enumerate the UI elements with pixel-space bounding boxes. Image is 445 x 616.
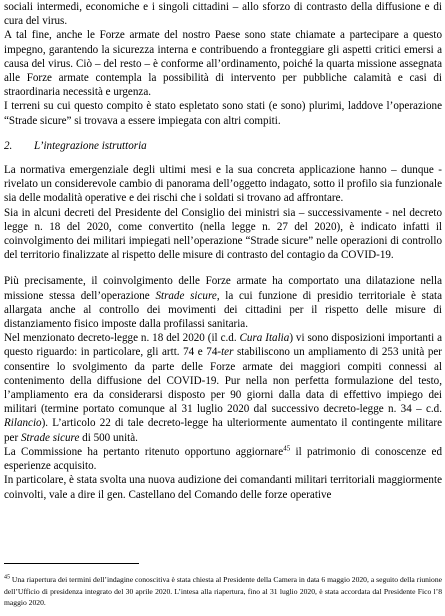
italic-run: Strade sicure bbox=[20, 431, 80, 444]
text-run: , la cui funzione di presidio territoriale è stata allargata anche al controllo dei movimenti dei cittadini per il rispetto delle misure di distanziamento fisico imposte dalla profilassi sanitaria. bbox=[4, 289, 443, 331]
text-run: di 500 unità. bbox=[79, 431, 138, 444]
paragraph-terreni: I terreni su cui questo compito è stato espletato sono stati (e sono) plurimi, laddove l’operazione “Strade sicure” si trovava a essere impiegata con altri compiti. bbox=[4, 100, 442, 127]
paragraph-gap bbox=[4, 262, 442, 274]
footnote-text: Una riapertura dei termini dell’indagine conoscitiva è stata chiesta al Presidente della Camera in data 6 maggio 2020, a seguito della riunione dell’Ufficio di presidenza integrato del 30 aprile 2020. L’intesa alla riapertura, fino al 31 luglio 2020, è stata accordata dal Presidente Fico l’8 maggio 2020. bbox=[4, 575, 442, 608]
paragraph-commissione bbox=[4, 445, 442, 473]
paragraph-precisamente bbox=[4, 274, 442, 331]
paragraph-menzionato bbox=[4, 331, 442, 445]
text-run: ). L’articolo 22 di tale decreto-legge ha ulteriormente aumentato il contingente militare per bbox=[4, 417, 442, 444]
section-heading bbox=[4, 139, 442, 153]
paragraph-decreti: Sia in alcuni decreti del Presidente del Consiglio dei ministri sia – successivamente - nel decreto legge n. 18 del 2020, come convertito (nella legge n. 27 del 2020), è indicato infatti il coinvolgimento dei militari impiegati nell’operazione “Strade sicure” nelle operazioni di controllo del territorio finalizzate al rispetto delle misure di contrasto del contagio da COVID-19. bbox=[4, 206, 442, 262]
section-number: 2. bbox=[4, 139, 13, 152]
italic-run: Rilancio bbox=[4, 417, 42, 430]
document-page bbox=[4, 0, 442, 502]
text-run: il patrimonio di conoscenze ed esperienze acquisito. bbox=[4, 445, 443, 473]
text-run: stabiliscono un ampliamento di 253 unità per consentire lo svolgimento da parte delle Forze armate dei maggiori compiti connessi al contenimento della diffusione del COVID-19. Pur nella non perfetta formulazione del testo, l’ampliamento era da considerarsi disposto per 90 giorni dalla data di effettivo impiego dei militari (termine portato comunque al 31 luglio 2020 dal successivo decreto-legge n. 34 – c.d. bbox=[4, 346, 443, 416]
footnote-divider bbox=[4, 563, 139, 564]
footnote-number: 45 bbox=[4, 574, 10, 581]
paragraph-particolare: In particolare, è stata svolta una nuova audizione dei comandanti militari territoriali maggiormente coinvolti, vale a dire il gen. Castellano del Comando delle forze operative bbox=[4, 474, 442, 501]
footnote bbox=[4, 574, 442, 609]
text-run: Più precisamente, il coinvolgimento delle Forze armate ha comportato una dilatazione nella missione stessa dell’operazione bbox=[4, 275, 442, 302]
footnote-reference[interactable]: 45 bbox=[283, 444, 291, 453]
italic-run: Strade sicure bbox=[155, 289, 217, 302]
italic-run: Cura Italia bbox=[239, 332, 290, 345]
section-title: L’integrazione istruttoria bbox=[34, 139, 147, 152]
text-run: Nel menzionato decreto-legge n. 18 del 2020 (il c.d. bbox=[4, 332, 240, 345]
italic-run: ter bbox=[221, 346, 234, 359]
text-run: La Commissione ha pertanto ritenuto opportuno aggiornare bbox=[4, 445, 284, 458]
text-run: ) vi sono disposizioni importanti a questo riguardo: in particolare, gli artt. 74 e 74- bbox=[4, 332, 442, 359]
paragraph-forze-armate: A tal fine, anche le Forze armate del nostro Paese sono state chiamate a partecipare a questo impegno, garantendo la sicurezza interna e contribuendo a fronteggiare gli aspetti critici emersi a causa del virus. Ciò – del resto – è conforme all’ordinamento, poiché la quarta missione assegnata alle Forze armate contempla la possibilità di intervento per pubbliche calamità e casi di straordinaria necessità e urgenza. bbox=[4, 29, 442, 99]
paragraph-sociali: sociali intermedi, economiche e i singoli cittadini – allo sforzo di contrasto della diffusione e di cura del virus. bbox=[4, 1, 442, 28]
paragraph-normativa: La normativa emergenziale degli ultimi mesi e la sua concreta applicazione hanno – dunque - rivelato un considerevole cambio di panorama dell’oggetto indagato, sotto il profilo sia funzionale sia delle modalità operative e dei rischi che i soldati si trovano ad affrontare. bbox=[4, 164, 442, 205]
